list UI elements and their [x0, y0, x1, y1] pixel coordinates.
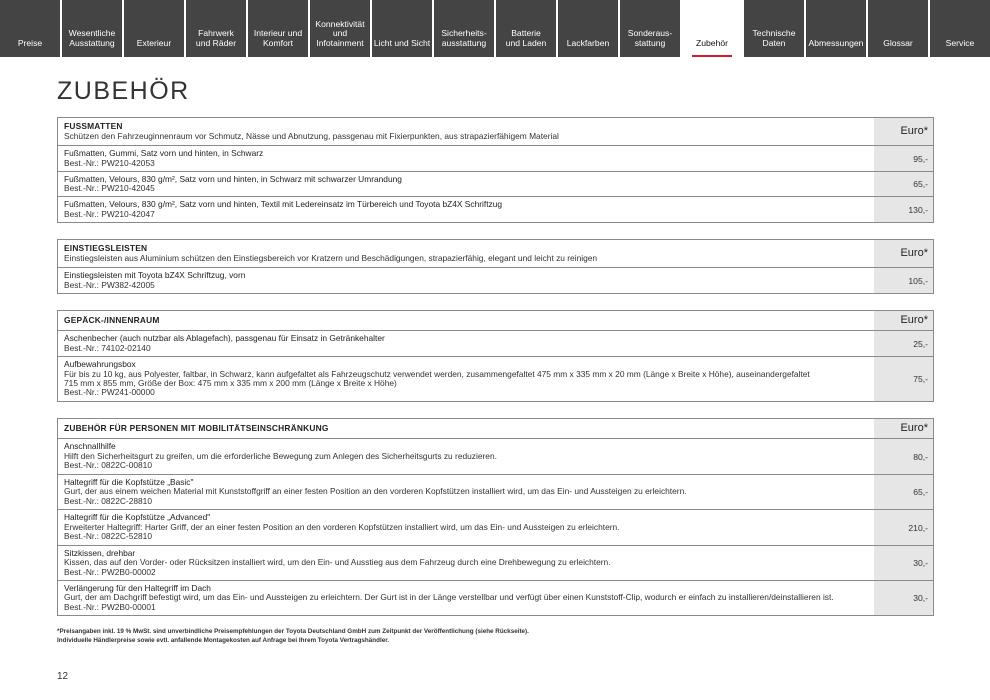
tab-konnektivitaet[interactable]: Konnektivität und Infotainment	[310, 0, 370, 57]
item-part-number: Best.-Nr.: 0822C-52810	[64, 531, 152, 542]
section-header-text	[58, 118, 874, 145]
section-header	[58, 311, 933, 330]
table-row	[58, 330, 933, 356]
tab-sicherheitsausstattung[interactable]: Sicherheits- ausstattung	[434, 0, 494, 57]
item-description	[58, 581, 874, 615]
section-heading: ZUBEHÖR FÜR PERSONEN MIT MOBILITÄTSEINSCHRÄNKUNG	[64, 422, 329, 433]
item-part-number: Best.-Nr.: PW241-00000	[64, 387, 155, 398]
item-name: Fußmatten, Velours, 830 g/m², Satz vorn und hinten, in Schwarz mit schwarzer Umrandung	[64, 173, 402, 184]
item-part-number: Best.-Nr.: 0822C-28810	[64, 495, 152, 506]
section-header	[58, 419, 933, 438]
tab-fahrwerk-und-raeder[interactable]: Fahrwerk und Räder	[186, 0, 246, 57]
table-row	[58, 474, 933, 509]
tab-interieur-und-komfort[interactable]: Interieur und Komfort	[248, 0, 308, 57]
item-name: Haltegriff für die Kopfstütze „Basic"	[64, 476, 194, 487]
item-description	[58, 331, 874, 356]
tab-sonderausstattung[interactable]: Sonderaus- stattung	[620, 0, 680, 57]
item-price: 80,-	[874, 439, 933, 474]
item-price: 95,-	[874, 146, 933, 171]
tab-zubehoer[interactable]: Zubehör	[682, 0, 742, 57]
item-name: Fußmatten, Velours, 830 g/m², Satz vorn und hinten, Textil mit Ledereinsatz im Türbereich und Toyota bZ4X Schriftzug	[64, 199, 503, 210]
tab-technische-daten[interactable]: Technische Daten	[744, 0, 804, 57]
table-row	[58, 196, 933, 222]
section-heading: EINSTIEGSLEISTEN	[64, 243, 148, 254]
page-number: 12	[57, 671, 69, 682]
item-price: 25,-	[874, 331, 933, 356]
item-text: Erweiterter Haltegriff: Harter Griff, der an einer festen Position an den vorderen Kopfstützen installiert wird, um das Ein- und Aussteigen zu erleichtern.	[64, 521, 620, 532]
section-subtitle: Einstiegsleisten aus Aluminium schützen den Einstiegsbereich vor Kratzern und Beschädigungen, strapazierfähig, elegant und leicht zu reinigen	[64, 252, 598, 263]
item-name: Verlängerung für den Haltegriff im Dach	[64, 582, 211, 593]
item-description	[58, 197, 874, 222]
tab-wesentliche-ausstattung[interactable]: Wesentliche Ausstattung	[62, 0, 122, 57]
page-title: ZUBEHÖR	[57, 77, 190, 105]
table-row	[58, 438, 933, 474]
tab-glossar[interactable]: Glossar	[868, 0, 928, 57]
item-part-number: Best.-Nr.: PW2B0-00001	[64, 601, 156, 612]
tab-lackfarben[interactable]: Lackfarben	[558, 0, 618, 57]
item-name: Aschenbecher (auch nutzbar als Ablagefach), passgenau für Einsatz in Getränkehalter	[64, 333, 385, 344]
item-price: 30,-	[874, 546, 933, 580]
item-text: Gurt, der am Dachgriff befestigt wird, um das Ein- und Aussteigen zu erleichtern. Der Gurt ist in der Länge verstellbar und verfügt über einen Kunststoff-Clip, wodurch er einfach zu installieren/deinstallieren ist.	[64, 592, 834, 603]
table-row	[58, 145, 933, 171]
tab-preise[interactable]: Preise	[0, 0, 60, 57]
item-part-number: Best.-Nr.: PW210-42047	[64, 208, 155, 219]
section-header-text	[58, 311, 874, 330]
item-name: Haltegriff für die Kopfstütze „Advanced"	[64, 512, 211, 523]
section-fussmatten	[57, 117, 934, 223]
section-subtitle: Schützen den Fahrzeuginnenraum vor Schmutz, Nässe und Abnutzung, passgenau mit Fixierpunkten, aus strapazierfähigem Material	[64, 130, 559, 141]
price-column-header: Euro*	[874, 118, 933, 145]
item-name: Aufbewahrungsbox	[64, 359, 136, 370]
item-description	[58, 172, 874, 196]
item-description	[58, 357, 874, 401]
tab-service[interactable]: Service	[930, 0, 990, 57]
item-text: Hilft den Sicherheitsgurt zu greifen, um die erforderliche Bewegung zum Anlegen des Sicherheitsgurts zu reduzieren.	[64, 450, 497, 461]
table-row	[58, 171, 933, 196]
section-gepaeck-innenraum	[57, 310, 934, 402]
section-einstiegsleisten	[57, 239, 934, 294]
price-footnote: *Preisangaben inkl. 19 % MwSt. sind unverbindliche Preisempfehlungen der Toyota Deutschland GmbH zum Zeitpunkt der Veröffentlichung (siehe Rückseite). Individuelle Händlerpreise sowie evtl. anfallende Montagekosten auf Anfrage bei Ihrem Toyota Vertragshändler.	[57, 628, 529, 644]
item-text: Gurt, der aus einem weichen Material mit Kunststoffgriff an einer festen Position an den vorderen Kopfstützen installiert wird, um das Ein- und Aussteigen zu erleichtern.	[64, 486, 687, 497]
item-text: Kissen, das auf den Vorder- oder Rücksitzen installiert wird, um den Ein- und Ausstieg aus dem Fahrzeug durch eine Drehbewegung zu erleichtern.	[64, 557, 611, 568]
item-part-number: Best.-Nr.: 74102-02140	[64, 342, 151, 353]
item-name: Anschnallhilfe	[64, 441, 116, 452]
item-description	[58, 510, 874, 545]
price-column-header: Euro*	[874, 240, 933, 267]
section-heading: GEPÄCK-/INNENRAUM	[64, 314, 160, 325]
table-row	[58, 580, 933, 615]
section-mobilitaet	[57, 418, 934, 616]
table-row	[58, 509, 933, 545]
item-price: 30,-	[874, 581, 933, 615]
table-row	[58, 545, 933, 580]
item-description	[58, 146, 874, 171]
item-price: 105,-	[874, 268, 933, 293]
item-part-number: Best.-Nr.: PW2B0-00002	[64, 566, 156, 577]
item-name: Sitzkissen, drehbar	[64, 547, 136, 558]
section-header-text	[58, 240, 874, 267]
item-price: 130,-	[874, 197, 933, 222]
tab-batterie-und-laden[interactable]: Batterie und Laden	[496, 0, 556, 57]
top-navigation	[0, 0, 990, 57]
tab-abmessungen[interactable]: Abmessungen	[806, 0, 866, 57]
item-description	[58, 475, 874, 509]
tab-exterieur[interactable]: Exterieur	[124, 0, 184, 57]
item-part-number: Best.-Nr.: PW210-42045	[64, 183, 155, 193]
item-price: 210,-	[874, 510, 933, 545]
section-header	[58, 240, 933, 267]
item-price: 65,-	[874, 172, 933, 196]
item-name: Fußmatten, Gummi, Satz vorn und hinten, in Schwarz	[64, 148, 264, 159]
section-header	[58, 118, 933, 145]
item-name: Einstiegsleisten mit Toyota bZ4X Schriftzug, vorn	[64, 270, 246, 281]
tab-licht-und-sicht[interactable]: Licht und Sicht	[372, 0, 432, 57]
table-row	[58, 267, 933, 293]
item-description	[58, 546, 874, 580]
section-header-text	[58, 419, 874, 438]
item-price: 75,-	[874, 357, 933, 401]
price-column-header: Euro*	[874, 311, 933, 330]
item-description	[58, 439, 874, 474]
table-row	[58, 356, 933, 401]
item-part-number: Best.-Nr.: PW210-42053	[64, 157, 155, 168]
price-column-header: Euro*	[874, 419, 933, 438]
item-part-number: Best.-Nr.: 0822C-00810	[64, 460, 152, 471]
item-description	[58, 268, 874, 293]
item-part-number: Best.-Nr.: PW382-42005	[64, 279, 155, 290]
item-price: 65,-	[874, 475, 933, 509]
item-text: Für bis zu 10 kg, aus Polyester, faltbar, in Schwarz, kann aufgefaltet als Fahrzeugschutz verwendet werden, zusammengefaltet 475 mm x 335 mm x 20 mm (Länge x Breite x Höhe), auseinandergefaltet 715 mm x 855 mm, Größe der Box: 475 mm x 335 mm x 200 mm (Länge x Breite x Höhe)	[64, 368, 810, 388]
section-heading: FUSSMATTEN	[64, 121, 123, 132]
